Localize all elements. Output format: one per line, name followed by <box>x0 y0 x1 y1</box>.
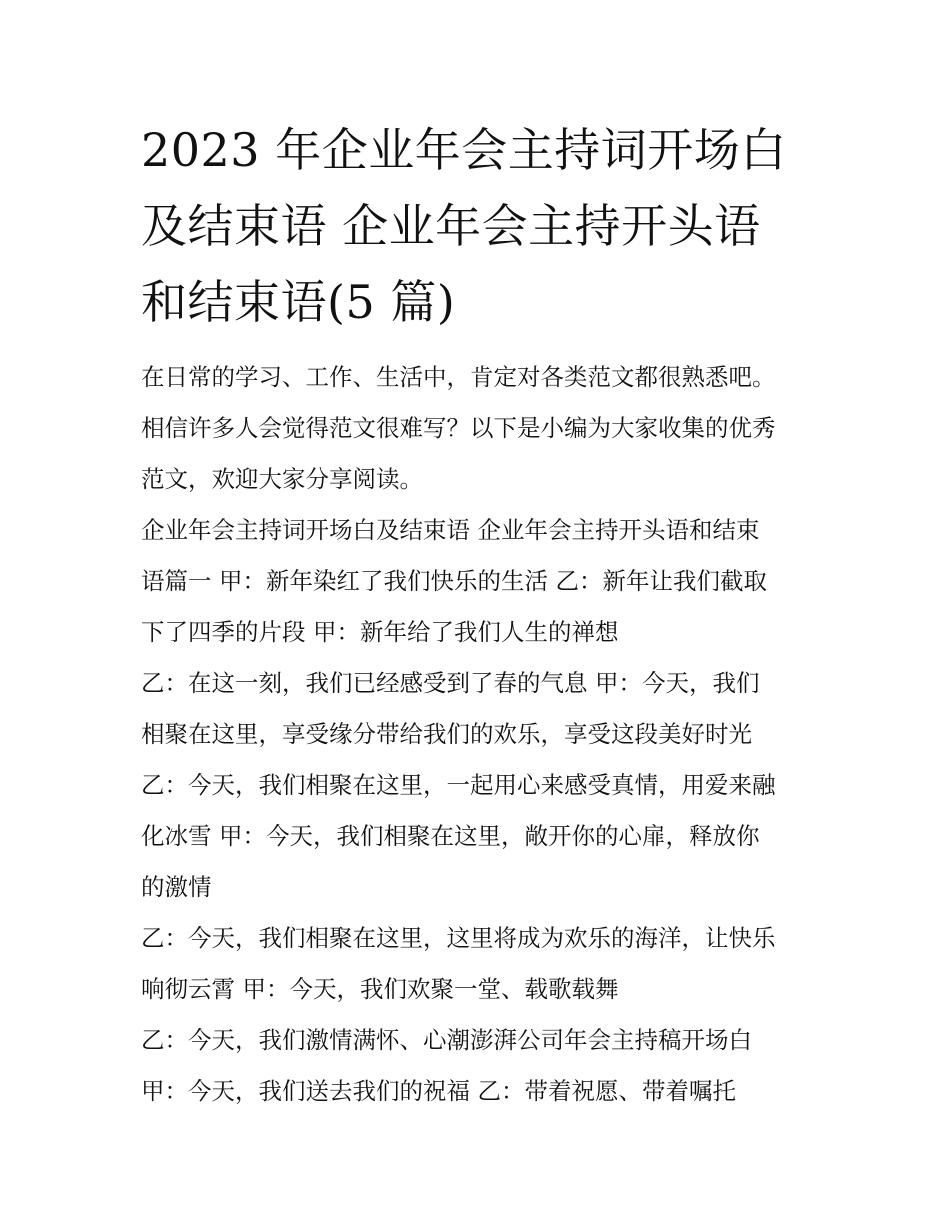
document-title <box>141 112 816 340</box>
body-line: 的激情 <box>141 873 212 901</box>
title-line: 及结束语 企业年会主持开头语 <box>141 199 761 253</box>
body-line: 范文，欢迎大家分享阅读。 <box>141 465 423 493</box>
body-line: 在日常的学习、工作、生活中，肯定对各类范文都很熟悉吧。 <box>141 363 776 391</box>
title-line: 2023 年企业年会主持词开场白 <box>141 123 787 177</box>
title-line: 和结束语(5 篇) <box>141 275 456 329</box>
body-line: 相聚在这里，享受缘分带给我们的欢乐，享受这段美好时光 <box>141 720 752 748</box>
body-line: 乙：今天，我们激情满怀、心潮澎湃公司年会主持稿开场白 <box>141 1026 752 1054</box>
body-line: 语篇一 甲：新年染红了我们快乐的生活 乙：新年让我们截取 <box>141 567 767 595</box>
body-line: 响彻云霄 甲：今天，我们欢聚一堂、载歌载舞 <box>141 975 619 1003</box>
body-line: 相信许多人会觉得范文很难写？以下是小编为大家收集的优秀 <box>141 414 776 442</box>
body-line: 甲：今天，我们送去我们的祝福 乙：带着祝愿、带着嘱托 <box>141 1077 736 1105</box>
body-line: 乙：今天，我们相聚在这里，一起用心来感受真情，用爱来融 <box>141 771 776 799</box>
body-line: 企业年会主持词开场白及结束语 企业年会主持开头语和结束 <box>141 516 760 544</box>
body-line: 乙：今天，我们相聚在这里，这里将成为欢乐的海洋，让快乐 <box>141 924 776 952</box>
document-content <box>141 112 816 1117</box>
body-line: 化冰雪 甲：今天，我们相聚在这里，敞开你的心扉，释放你 <box>141 822 760 850</box>
body-line: 乙：在这一刻，我们已经感受到了春的气息 甲：今天，我们 <box>141 669 760 697</box>
body-line: 下了四季的片段 甲：新年给了我们人生的禅想 <box>141 618 619 646</box>
document-body <box>141 352 816 1117</box>
